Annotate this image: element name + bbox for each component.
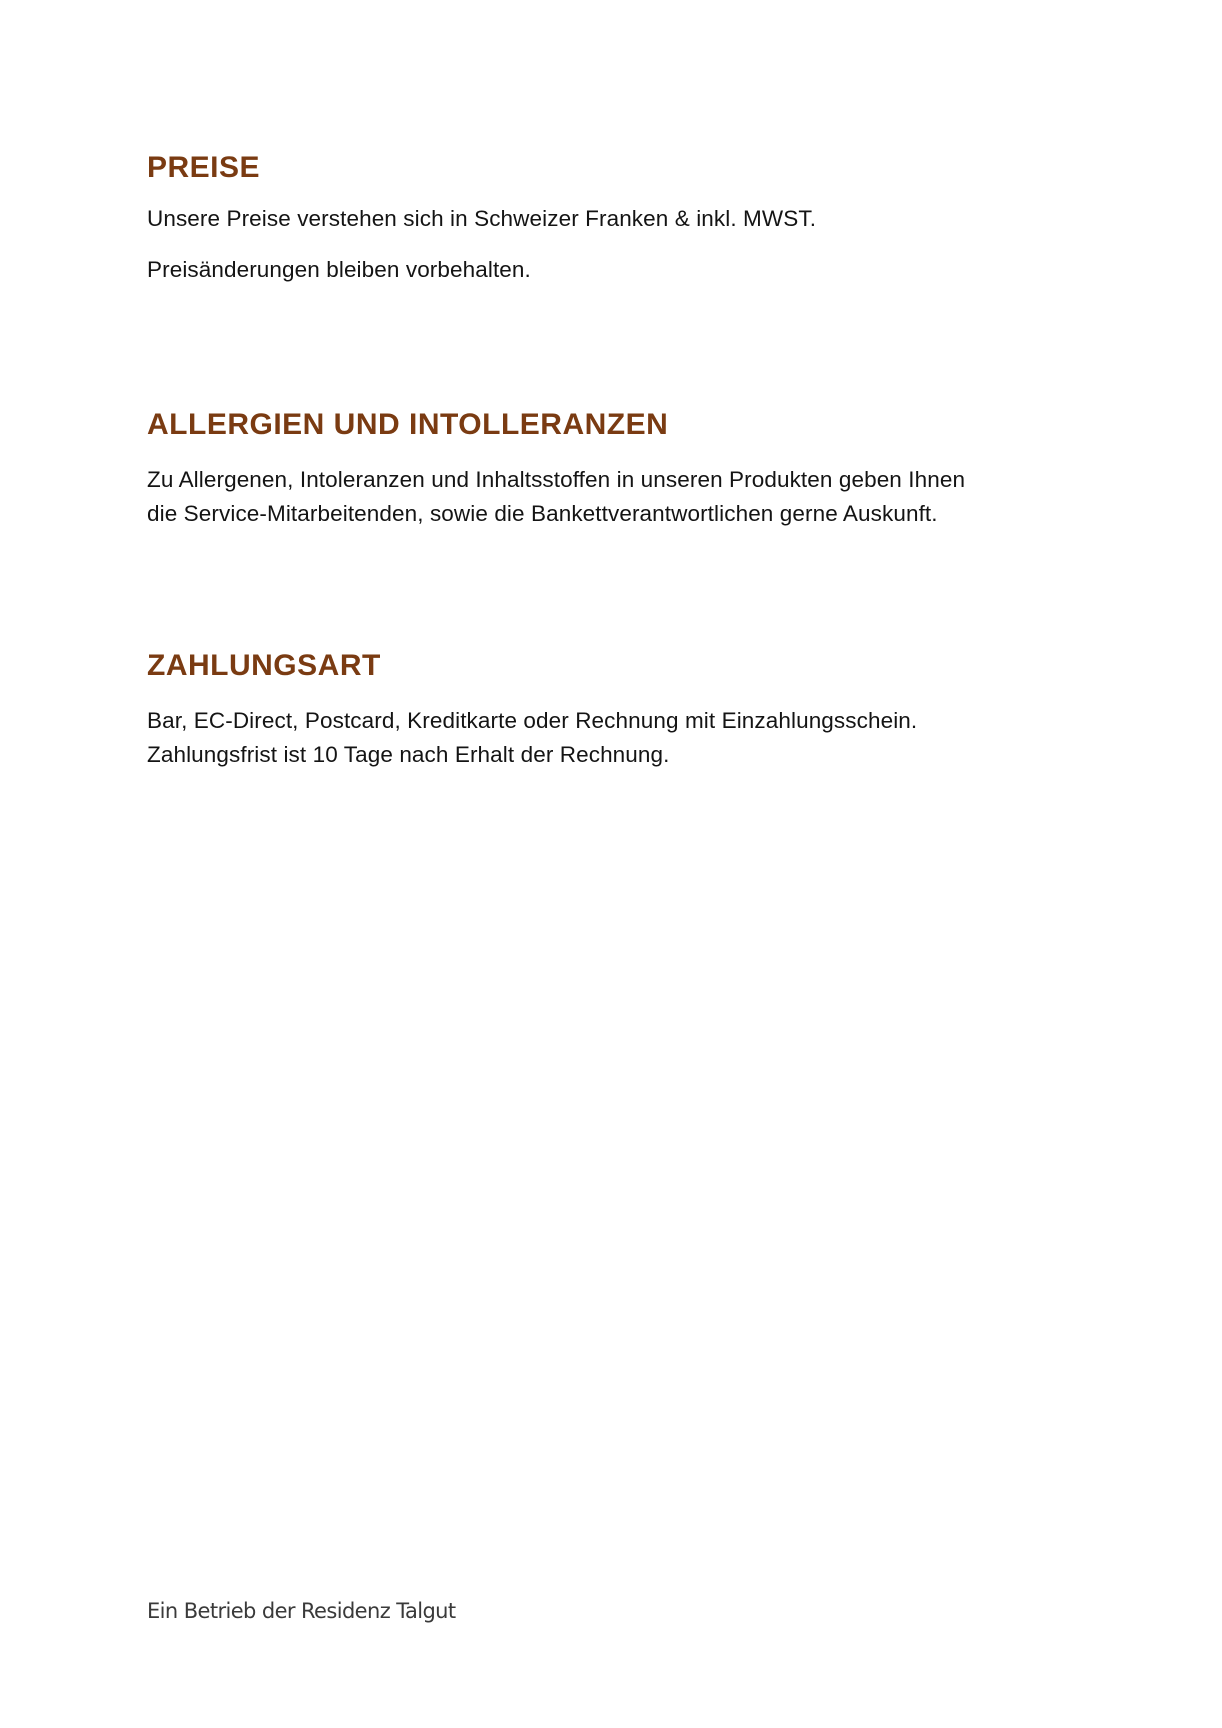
preise-paragraph-changes: Preisänderungen bleiben vorbehalten. [147,257,531,282]
section-preise [147,150,1097,287]
allergien-line-1: Zu Allergenen, Intoleranzen und Inhaltsstoffen in unseren Produkten geben Ihnen [147,467,966,492]
allergien-line-2: die Service-Mitarbeitenden, sowie die Bankettverantwortlichen gerne Auskunft. [147,501,938,526]
preise-paragraph-currency: Unsere Preise verstehen sich in Schweizer Franken & inkl. MWST. [147,206,817,231]
allergien-paragraph [147,463,1097,531]
zahlungsart-line-2: Zahlungsfrist ist 10 Tage nach Erhalt der Rechnung. [147,742,670,767]
heading-preise: PREISE [147,151,261,184]
heading-zahlungsart: ZAHLUNGSART [147,649,381,682]
zahlungsart-paragraph [147,704,1097,772]
zahlungsart-line-1: Bar, EC-Direct, Postcard, Kreditkarte oder Rechnung mit Einzahlungsschein. [147,708,918,733]
heading-allergien: ALLERGIEN UND INTOLLERANZEN [147,408,669,441]
page-footer: Ein Betrieb der Residenz Talgut [147,1599,456,1623]
section-zahlungsart [147,648,1097,772]
section-allergien [147,407,1097,531]
